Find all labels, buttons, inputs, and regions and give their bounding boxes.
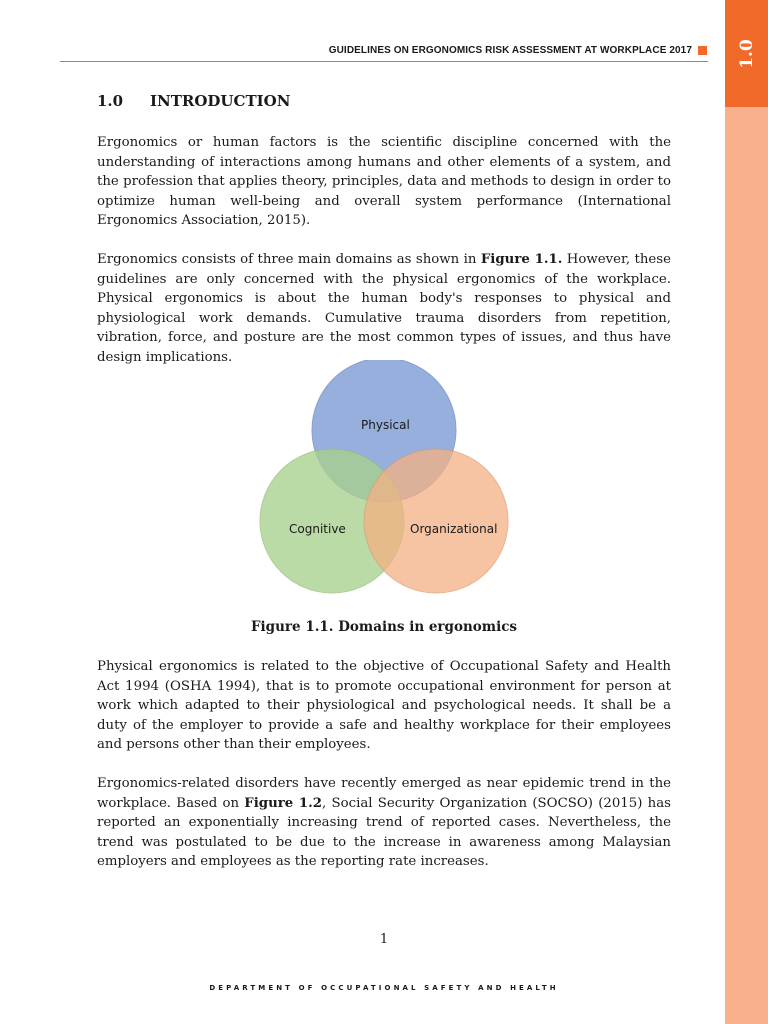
side-color-band <box>725 0 768 1024</box>
paragraph-osha: Physical ergonomics is related to the objective of Occupational Safety and Health Act 1994 (OSHA 1994), that is to promote occupational environment for person at work which adapted to their physiological and psychological needs. It shall be a duty of the employer to provide a safe and healthy workplace for their employees and persons other than their employees. <box>97 659 671 752</box>
figure-1-2-reference: Figure 1.2 <box>244 795 323 811</box>
venn-diagram <box>240 360 530 600</box>
section-number: 1.0 <box>97 92 124 110</box>
figure-caption: Figure 1.1. Domains in ergonomics <box>250 619 518 635</box>
document-header-title: GUIDELINES ON ERGONOMICS RISK ASSESSMENT AT WORKPLACE 2017 <box>328 45 692 56</box>
header-square-icon <box>698 46 707 55</box>
paragraph-domains-text-b: However, these guidelines are only concerned with the physical ergonomics of the workplace. Physical ergonomics is about the human body's responses to physical and physiological work demands. Cumulative trauma disorders from repetition, vibration, force, and posture are the most common types of issues, and thus have design implications. <box>97 252 671 365</box>
venn-label-organizational: Organizational <box>410 522 498 536</box>
page-number: 1 <box>379 932 389 947</box>
header-divider <box>60 61 708 62</box>
section-tab-label-box <box>725 0 768 107</box>
section-title: INTRODUCTION <box>150 92 291 110</box>
section-heading <box>97 92 290 110</box>
paragraph-domains-text-a: Ergonomics consists of three main domains as shown in <box>97 252 481 267</box>
paragraph-domains <box>97 250 671 367</box>
paragraph-definition: Ergonomics or human factors is the scientific discipline concerned with the understanding of interactions among humans and other elements of a system, and the profession that applies theory, principles, data and methods to design in order to optimize human well-being and overall system performance (International Ergonomics Association, 2015). <box>97 135 671 228</box>
venn-label-cognitive: Cognitive <box>289 522 346 536</box>
figure-1-1-reference: Figure 1.1. <box>480 252 563 267</box>
paragraph-disorders <box>97 774 671 872</box>
footer-department: DEPARTMENT OF OCCUPATIONAL SAFETY AND HEALTH <box>209 984 559 992</box>
paragraph-disorders-text-b: , Social Security Organization (SOCSO) (2015) has reported an exponentially increasing trend of reported cases. Nevertheless, the trend was postulated to be due to the increase in awareness among Malaysian employers and employees as the reporting rate increases. <box>97 795 671 869</box>
venn-label-physical: Physical <box>361 418 410 432</box>
venn-diagram-svg <box>240 360 530 600</box>
paragraph-disorders-text-a: Ergonomics-related disorders have recently emerged as near epidemic trend in the workplace. Based on <box>97 776 671 811</box>
venn-circle-organizational <box>364 449 508 593</box>
section-tab-label: 1.0 <box>736 38 757 69</box>
